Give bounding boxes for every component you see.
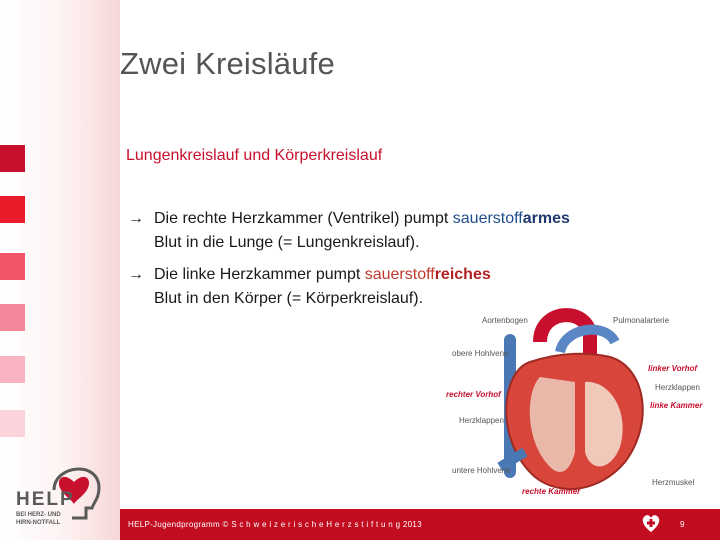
bullet-1-highlight-bold: armes <box>522 210 570 227</box>
bullet-item-2 <box>128 263 491 311</box>
logo-tagline-1: BEI HERZ- UND <box>16 512 61 518</box>
heart-label-untere-hohlvene: untere Hohlvene <box>452 466 511 475</box>
heart-label-herzklappen-right: Herzklappen <box>655 383 700 392</box>
heart-label-herzklappen-left: Herzklappen <box>459 416 504 425</box>
heart-label-pulmonalarterie: Pulmonalarterie <box>613 316 670 325</box>
decor-square-6 <box>0 410 25 437</box>
subtitle: Lungenkreislauf und Körperkreislauf <box>126 147 383 164</box>
arrow-icon: → <box>128 266 144 283</box>
decor-square-3 <box>0 253 25 280</box>
bullet-2-line2: Blut in den Körper (= Körperkreislauf). <box>154 290 424 307</box>
bullet-1-highlight-prefix: sauerstoff <box>452 210 523 227</box>
heart-label-rechte-kammer: rechte Kammer <box>522 487 581 496</box>
heart-label-linke-kammer: linke Kammer <box>650 401 703 410</box>
arrow-icon: → <box>128 210 144 227</box>
heart-label-rechter-vorhof: rechter Vorhof <box>446 390 501 399</box>
heart-label-obere-hohlvene: obere Hohlvene <box>452 349 509 358</box>
decor-square-5 <box>0 356 25 383</box>
swiss-heart-icon <box>640 512 662 534</box>
page-title: Zwei Kreisläufe <box>120 46 335 81</box>
bullet-2-highlight-bold: reiches <box>434 266 491 283</box>
page-number: 9 <box>680 520 685 529</box>
bullet-2-text: Die linke Herzkammer pumpt <box>154 266 365 283</box>
heart-label-herzmuskel: Herzmuskel <box>652 478 695 487</box>
logo-tagline <box>16 511 61 527</box>
bullet-1-text: Die rechte Herzkammer (Ventrikel) pumpt <box>154 210 453 227</box>
logo-help-text: HELP <box>16 489 75 510</box>
heart-label-linker-vorhof: linker Vorhof <box>648 364 698 373</box>
bullet-item-1 <box>128 207 570 255</box>
bullet-1-highlight <box>453 210 570 227</box>
footer-copyright: HELP-Jugendprogramm © S c h w e i z e r i s c h e H e r z s t i f t u n g 2013 <box>128 520 422 529</box>
decor-square-1 <box>0 145 25 172</box>
heart-label-aortenbogen: Aortenbogen <box>482 316 528 325</box>
bullet-1-line2: Blut in die Lunge (= Lungenkreislauf). <box>154 234 420 251</box>
decor-square-4 <box>0 304 25 331</box>
logo-tagline-2: HIRN-NOTFALL <box>16 520 61 526</box>
decor-square-2 <box>0 196 25 223</box>
bullet-2-highlight-prefix: sauerstoff <box>364 266 435 283</box>
bullet-2-highlight <box>365 266 491 283</box>
